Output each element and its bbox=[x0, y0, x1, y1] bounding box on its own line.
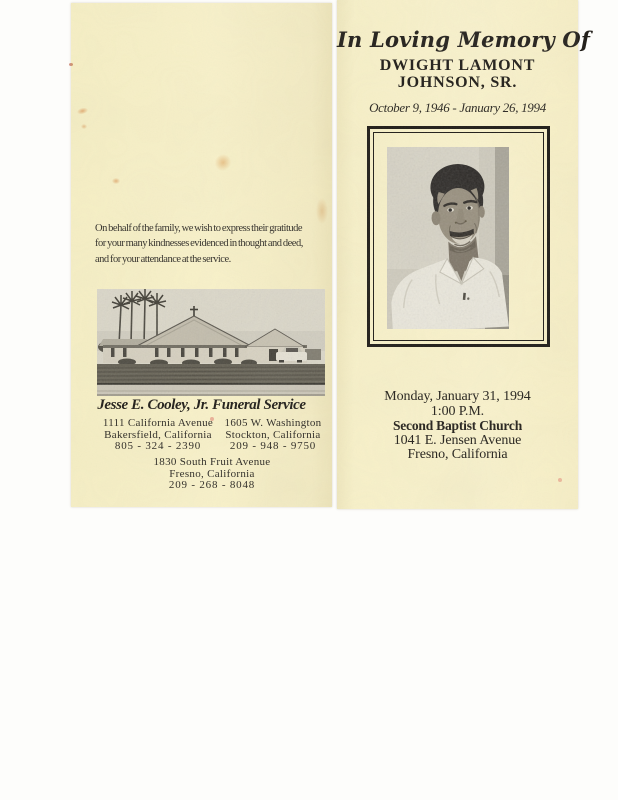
phone-line: 209 - 268 - 8048 bbox=[168, 479, 256, 492]
acknowledgement-line: and for your attendance at the service. bbox=[95, 253, 231, 265]
street-line: 1605 W. Washington bbox=[224, 417, 322, 429]
phone-line: 805 - 324 - 2390 bbox=[114, 440, 202, 453]
program-front-panel bbox=[337, 0, 591, 509]
city-line: Bakersfield, California bbox=[104, 428, 212, 441]
deceased-name-line1: DWIGHT LAMONT bbox=[379, 57, 536, 74]
acknowledgement-text bbox=[95, 221, 327, 267]
city-line: Stockton, California bbox=[225, 428, 321, 441]
address-fresno bbox=[132, 457, 292, 492]
program-back-panel bbox=[71, 3, 332, 507]
portrait-frame bbox=[367, 126, 550, 347]
service-church: Second Baptist Church bbox=[392, 418, 523, 433]
life-dates: October 9, 1946 - January 26, 1994 bbox=[369, 100, 546, 115]
portrait-photo bbox=[387, 147, 509, 329]
funeral-home-photo bbox=[97, 289, 325, 396]
deceased-name bbox=[337, 57, 578, 91]
city-line: Fresno, California bbox=[169, 467, 255, 480]
memorial-header-script: In Loving Memory Of bbox=[337, 27, 591, 52]
portrait-frame-inner bbox=[373, 132, 544, 341]
service-date: Monday, January 31, 1994 bbox=[384, 389, 531, 404]
service-time: 1:00 P.M. bbox=[430, 403, 485, 419]
acknowledgement-line: for your many kindnesses evidenced in thought and deed, bbox=[95, 238, 303, 250]
street-line: 1111 California Avenue bbox=[102, 417, 214, 429]
deceased-name-line2: JOHNSON, SR. bbox=[397, 74, 518, 91]
acknowledgement-line: On behalf of the family, we wish to express their gratitude bbox=[95, 223, 303, 234]
service-details bbox=[337, 390, 578, 463]
funeral-home-name: Jesse E. Cooley, Jr. Funeral Service bbox=[97, 397, 306, 413]
service-city: Fresno, California bbox=[407, 447, 508, 462]
phone-line: 209 - 948 - 9750 bbox=[229, 440, 317, 453]
address-stockton bbox=[193, 418, 353, 453]
street-line: 1830 South Fruit Avenue bbox=[153, 456, 271, 468]
service-street: 1041 E. Jensen Avenue bbox=[393, 432, 522, 448]
